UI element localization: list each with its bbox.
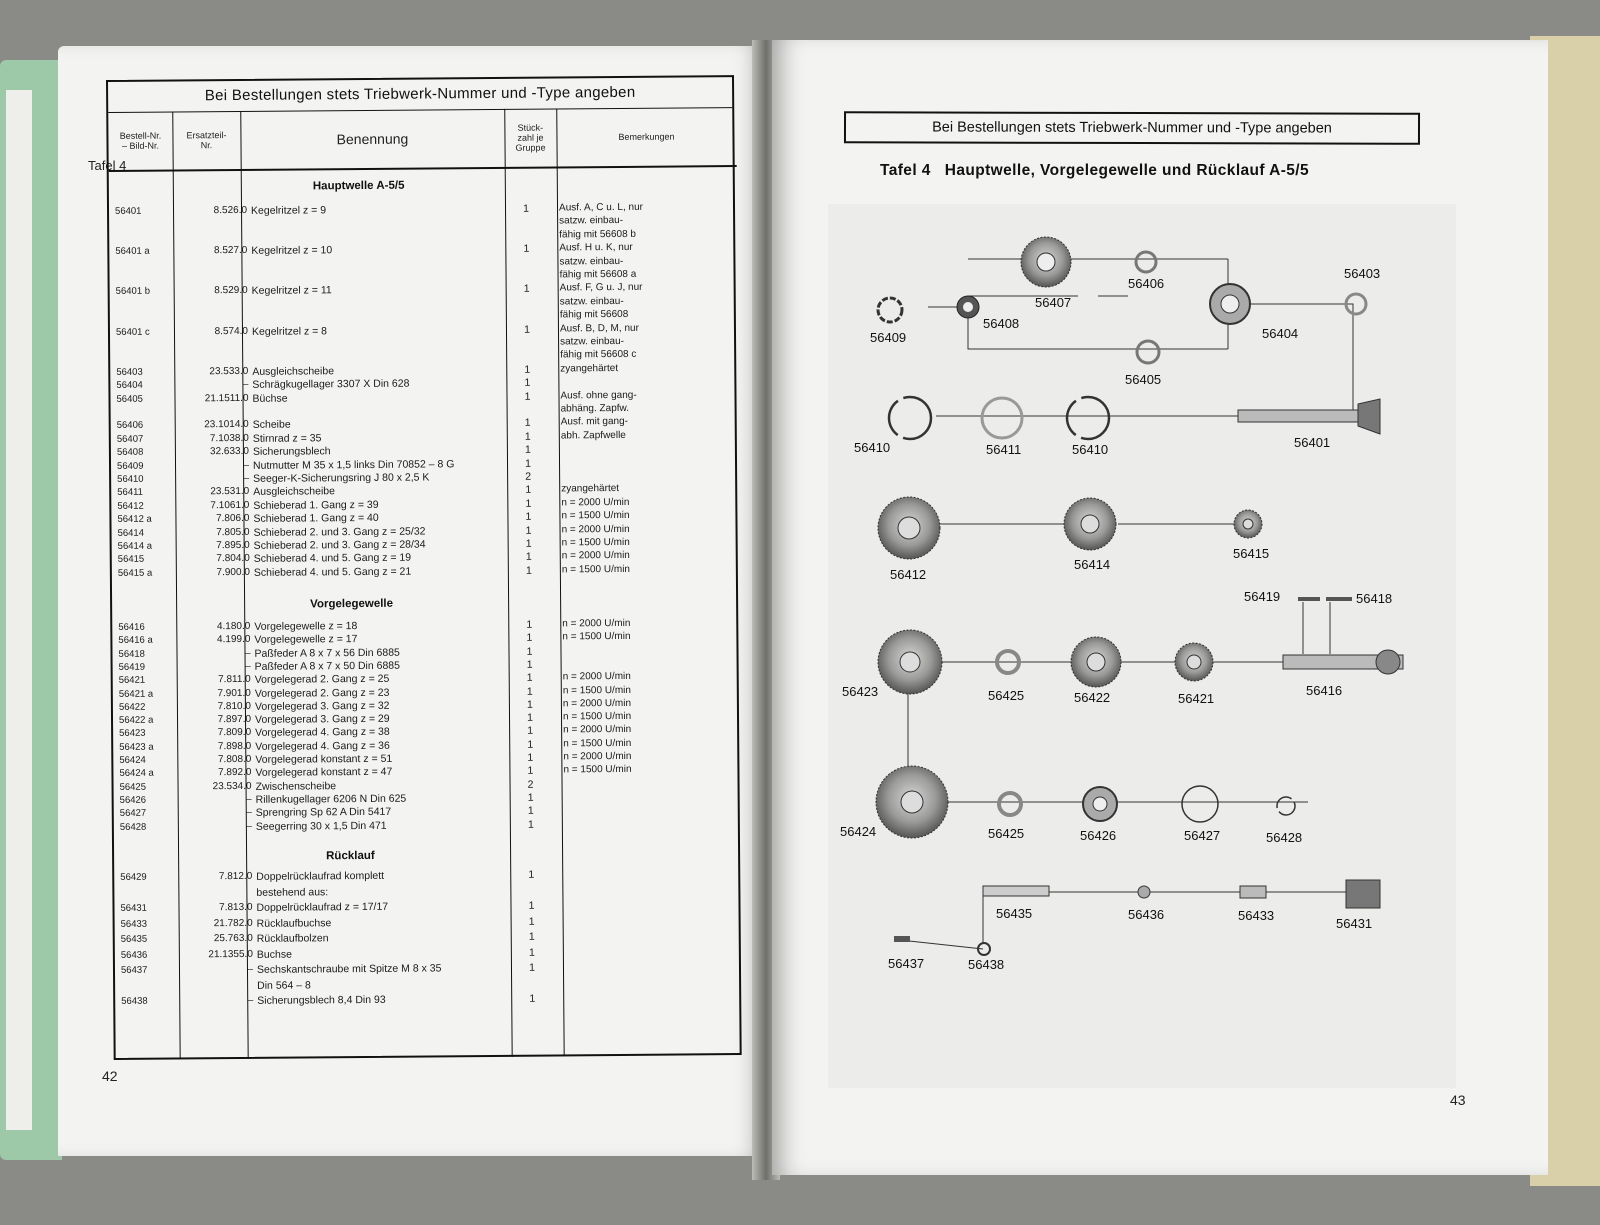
cell-benennung: Schrägkugellager 3307 X Din 628 — [252, 377, 410, 392]
cell-benennung: Rillenkugellager 6206 N Din 625 — [255, 792, 407, 806]
cell-ersatzteil-nr — [178, 352, 248, 353]
cell-benennung: Doppelrücklaufrad z = 17/17 — [256, 900, 389, 914]
cell-benennung: bestehend aus: — [256, 885, 329, 899]
cell-ersatzteil-nr — [178, 339, 248, 340]
cell-bemerkung: n = 1500 U/min — [563, 764, 632, 776]
cell-benennung: Kegelritzel z = 11 — [251, 284, 332, 298]
cell-bestell-nr: 56407 — [116, 433, 144, 445]
cell-bemerkung: n = 2000 U/min — [561, 523, 630, 536]
table-title: Bei Bestellungen stets Triebwerk-Nummer und -Type angeben — [108, 77, 732, 113]
cell-ersatzteil-nr: 7.900.0 — [216, 566, 250, 578]
cell-bestell-nr: 56424 — [119, 754, 146, 766]
cell-bemerkung: n = 2000 U/min — [563, 750, 632, 763]
cell-bestell-nr: 56418 — [118, 648, 145, 660]
cell-ersatzteil-nr: – — [245, 660, 251, 672]
cell-bestell-nr: 56401 a — [115, 245, 150, 258]
label-56403: 56403 — [1344, 266, 1381, 281]
cell-benennung: Sechskantschraube mit Spitze M 8 x 35 — [256, 962, 442, 976]
cell-bemerkung: zyangehärtet — [560, 362, 619, 375]
cell-bestell-nr: 56431 — [120, 902, 147, 914]
cell-ersatzteil-nr: 7.897.0 — [217, 713, 252, 726]
label-56419: 56419 — [1244, 589, 1281, 604]
cell-bemerkung: n = 1500 U/min — [562, 684, 631, 696]
cell-ersatzteil-nr: 7.805.0 — [216, 526, 250, 538]
cell-ersatzteil-nr: 21.1355.0 — [208, 948, 253, 960]
cell-bemerkung: n = 1500 U/min — [561, 510, 630, 522]
cell-ersatzteil-nr: – — [246, 793, 252, 805]
cell-bemerkung: n = 2000 U/min — [561, 496, 630, 509]
cell-benennung: Vorgelegerad 4. Gang z = 38 — [255, 726, 390, 740]
cell-benennung: Sicherungsblech 8,4 Din 93 — [257, 993, 386, 1007]
label-56425-b: 56425 — [988, 826, 1025, 841]
cell-bestell-nr: 56401 b — [115, 286, 151, 298]
cell-stueckzahl: 1 — [524, 430, 531, 443]
cell-ersatzteil-nr — [179, 406, 249, 407]
cell-stueckzahl: 1 — [526, 631, 533, 645]
table-row — [115, 976, 743, 993]
cell-ersatzteil-nr: 8.527.0 — [213, 245, 248, 257]
label-56408: 56408 — [983, 316, 1020, 331]
table-row — [115, 960, 743, 977]
label-56414: 56414 — [1074, 557, 1111, 572]
label-56421: 56421 — [1178, 691, 1215, 706]
label-56410-b: 56410 — [1072, 442, 1109, 457]
cell-stueckzahl: 1 — [526, 685, 533, 698]
label-56401: 56401 — [1294, 435, 1331, 450]
left-page — [58, 46, 763, 1156]
table-row — [115, 945, 743, 962]
cell-bestell-nr: 56401 c — [115, 326, 150, 338]
cell-stueckzahl: 1 — [528, 899, 535, 912]
cell-stueckzahl: 1 — [526, 645, 533, 658]
cell-bestell-nr: 56423 — [119, 728, 146, 740]
cell-bestell-nr: 56416 — [118, 621, 145, 633]
label-56426: 56426 — [1080, 828, 1117, 843]
cell-stueckzahl: 1 — [524, 376, 531, 389]
cell-benennung: Vorgelegewelle z = 17 — [254, 633, 358, 647]
cell-stueckzahl: 1 — [524, 443, 531, 456]
cell-bestell-nr: 56415 a — [117, 567, 153, 579]
cell-stueckzahl: 1 — [523, 242, 530, 255]
cell-bemerkung: satzw. einbau- — [559, 295, 624, 308]
cell-bemerkung: n = 1500 U/min — [562, 631, 631, 643]
cell-ersatzteil-nr: 23.531.0 — [210, 486, 250, 498]
cell-benennung: Sicherungsblech — [252, 445, 331, 459]
cell-bestell-nr: 56435 — [120, 933, 148, 945]
cell-benennung: Stirnrad z = 35 — [252, 432, 322, 445]
cell-benennung: Schieberad 4. und 5. Gang z = 21 — [253, 565, 412, 579]
cell-benennung: Din 564 – 8 — [257, 978, 311, 992]
label-56416: 56416 — [1306, 683, 1343, 698]
cell-bestell-nr: 56414 — [117, 527, 145, 539]
cell-bestell-nr: 56421 a — [118, 688, 154, 700]
label-56412: 56412 — [890, 567, 927, 582]
cell-stueckzahl: 1 — [527, 791, 534, 804]
cell-stueckzahl: 1 — [525, 564, 532, 577]
cell-ersatzteil-nr: – — [242, 379, 249, 391]
label-56410-a: 56410 — [854, 440, 891, 455]
label-56409: 56409 — [870, 330, 907, 345]
label-56418: 56418 — [1356, 591, 1393, 606]
book-cover-left-edge — [6, 90, 32, 1130]
cell-benennung: Vorgelegewelle z = 18 — [254, 620, 358, 633]
cell-ersatzteil-nr: 7.804.0 — [216, 553, 250, 565]
table-row — [114, 867, 742, 884]
cell-bestell-nr: 56405 — [116, 393, 143, 405]
side-label: Tafel 4 — [88, 158, 127, 173]
cell-ersatzteil-nr: 7.813.0 — [219, 901, 253, 914]
component-shapes — [876, 237, 1403, 955]
cell-benennung: Scheibe — [252, 418, 291, 432]
cell-benennung: Vorgelegerad 2. Gang z = 23 — [254, 686, 390, 700]
plate-title-tafel: Tafel 4 — [880, 162, 931, 179]
table-row — [115, 914, 743, 931]
cell-ersatzteil-nr: – — [244, 647, 251, 659]
label-56428: 56428 — [1266, 830, 1303, 845]
cell-stueckzahl: 1 — [528, 915, 535, 928]
cell-benennung: Schieberad 2. und 3. Gang z = 25/32 — [253, 525, 426, 539]
cell-ersatzteil-nr: 23.534.0 — [212, 780, 252, 792]
cell-stueckzahl: 1 — [526, 671, 533, 684]
cell-ersatzteil-nr: 32.633.0 — [209, 446, 249, 458]
cell-stueckzahl: 1 — [525, 551, 532, 564]
cell-ersatzteil-nr: 4.199.0 — [216, 634, 251, 646]
cell-stueckzahl: 1 — [529, 992, 536, 1005]
cell-ersatzteil-nr: 7.812.0 — [218, 870, 253, 883]
cell-benennung: Paßfeder A 8 x 7 x 50 Din 6885 — [254, 659, 401, 673]
cell-benennung: Schieberad 1. Gang z = 40 — [253, 512, 379, 526]
cell-ersatzteil-nr: 23.533.0 — [209, 365, 249, 377]
cell-benennung: Seeger-K-Sicherungsring J 80 x 2,5 K — [253, 471, 430, 485]
cell-benennung: Schieberad 1. Gang z = 39 — [253, 498, 379, 512]
label-56436: 56436 — [1128, 907, 1165, 922]
right-page — [772, 40, 1548, 1175]
cell-stueckzahl: 1 — [527, 738, 534, 751]
table-row — [115, 991, 743, 1008]
cell-ersatzteil-nr: 7.810.0 — [217, 700, 251, 712]
label-56415: 56415 — [1233, 546, 1270, 561]
cell-bestell-nr: 56425 — [119, 781, 147, 793]
cell-stueckzahl: 1 — [524, 417, 531, 430]
cell-ersatzteil-nr: – — [247, 963, 254, 975]
cell-benennung: Ausgleichscheibe — [253, 485, 336, 499]
parts-table — [106, 75, 742, 1060]
parts-table-wrapper — [106, 75, 742, 1080]
cell-bestell-nr: 56412 a — [117, 513, 152, 526]
exploded-view-plate — [828, 204, 1456, 1088]
cell-ersatzteil-nr: 7.808.0 — [217, 753, 252, 766]
label-56405: 56405 — [1125, 372, 1162, 387]
cell-stueckzahl: 1 — [528, 930, 535, 943]
cell-benennung: Vorgelegerad 3. Gang z = 32 — [254, 699, 390, 713]
cell-bemerkung: fähig mit 56608 b — [559, 228, 636, 241]
cell-benennung: Seegerring 30 x 1,5 Din 471 — [255, 819, 387, 833]
cell-stueckzahl: 1 — [525, 497, 532, 510]
cell-bemerkung: n = 2000 U/min — [562, 697, 632, 710]
label-56435: 56435 — [996, 906, 1033, 921]
cell-stueckzahl: 2 — [525, 470, 532, 483]
label-56423: 56423 — [842, 684, 879, 699]
cell-bestell-nr: 56415 — [117, 554, 145, 566]
label-56431: 56431 — [1336, 916, 1373, 931]
cell-stueckzahl: 1 — [524, 363, 531, 376]
cell-ersatzteil-nr: 7.1061.0 — [210, 499, 250, 511]
cell-stueckzahl: 1 — [525, 524, 532, 537]
cell-stueckzahl: 1 — [527, 711, 533, 724]
cell-benennung: Nutmutter M 35 x 1,5 links Din 70852 – 8 G — [252, 457, 455, 472]
label-56424: 56424 — [840, 824, 877, 839]
cell-bemerkung: Ausf. B, D, M, nur — [559, 322, 639, 335]
cell-bestell-nr: 56433 — [120, 918, 148, 930]
cell-bemerkung: n = 1500 U/min — [563, 737, 632, 750]
cell-stueckzahl: 1 — [526, 698, 533, 711]
cell-bestell-nr: 56424 a — [119, 767, 154, 780]
cell-bestell-nr: 56436 — [120, 949, 148, 961]
cell-ersatzteil-nr: 21.1511.0 — [204, 392, 249, 404]
header-ersatzteil: Ersatzteil- Nr. — [186, 130, 227, 151]
cell-bemerkung: Ausf. mit gang- — [560, 416, 629, 428]
plate-title — [880, 162, 1309, 180]
plate-title-text: Hauptwelle, Vorgelegewelle und Rücklauf A-5/5 — [944, 162, 1310, 179]
cell-bestell-nr: 56408 — [116, 446, 144, 459]
cell-ersatzteil-nr: 7.901.0 — [217, 687, 251, 699]
label-56437: 56437 — [888, 956, 925, 971]
cell-bestell-nr: 56411 — [117, 487, 144, 499]
cell-bestell-nr: 56416 a — [118, 634, 153, 647]
cell-benennung: Rücklaufbuchse — [256, 916, 332, 930]
header-stueck: Stück- zahl je Gruppe — [515, 122, 546, 153]
cell-bestell-nr: 56423 a — [119, 741, 154, 753]
exploded-view-drawing — [828, 204, 1456, 1088]
cell-bestell-nr: 56409 — [116, 460, 144, 472]
cell-benennung: Vorgelegerad konstant z = 47 — [255, 766, 393, 780]
cell-ersatzteil-nr: 23.1014.0 — [204, 419, 249, 431]
cell-bemerkung: satzw. einbau- — [560, 335, 625, 348]
cell-ersatzteil-nr: 7.1038.0 — [209, 432, 249, 444]
cell-bemerkung: n = 2000 U/min — [561, 550, 630, 562]
cell-bemerkung: fähig mit 56608 — [559, 309, 629, 321]
cell-stueckzahl: 1 — [524, 390, 531, 403]
label-56411: 56411 — [986, 442, 1022, 457]
cell-benennung: Vorgelegerad 2. Gang z = 25 — [254, 672, 390, 687]
cell-bemerkung: abh. Zapfwelle — [560, 429, 626, 442]
part-labels — [840, 266, 1392, 972]
cell-benennung: Schieberad 4. und 5. Gang z = 19 — [253, 552, 412, 566]
cell-benennung: Doppelrücklaufrad komplett — [256, 869, 385, 883]
cell-stueckzahl: 1 — [523, 202, 529, 215]
cell-ersatzteil-nr: 7.898.0 — [217, 740, 252, 752]
cell-benennung: Rücklaufbolzen — [256, 932, 329, 945]
cell-stueckzahl: 1 — [525, 537, 532, 550]
cell-ersatzteil-nr — [183, 979, 253, 980]
table-row — [114, 883, 742, 900]
section-hauptwelle: Hauptwelle A-5/5 — [312, 179, 405, 193]
cell-bestell-nr: 56419 — [118, 661, 146, 673]
cell-ersatzteil-nr: – — [246, 820, 252, 832]
cell-benennung: Schieberad 2. und 3. Gang z = 28/34 — [253, 538, 426, 552]
cell-stueckzahl: 1 — [528, 946, 535, 959]
cell-ersatzteil-nr: 7.806.0 — [216, 513, 250, 525]
order-banner: Bei Bestellungen stets Triebwerk-Nummer und -Type angeben — [844, 111, 1420, 145]
cell-benennung: Zwischenscheibe — [255, 779, 337, 793]
cell-ersatzteil-nr — [178, 299, 248, 300]
cell-stueckzahl: 1 — [525, 484, 532, 497]
cell-benennung: Vorgelegerad 4. Gang z = 36 — [255, 739, 390, 753]
cell-stueckzahl: 1 — [525, 510, 532, 523]
leader-lines — [900, 259, 1368, 949]
cell-bemerkung: Ausf. H u. K, nur — [559, 242, 633, 254]
cell-benennung: Vorgelegerad 3. Gang z = 29 — [254, 712, 390, 726]
cell-ersatzteil-nr — [182, 886, 252, 887]
label-56404: 56404 — [1262, 326, 1299, 341]
cell-stueckzahl: 1 — [527, 818, 534, 831]
label-56422: 56422 — [1074, 690, 1111, 705]
cell-benennung: Vorgelegerad konstant z = 51 — [255, 752, 393, 766]
table-row — [114, 898, 742, 915]
cell-bestell-nr: 56422 — [118, 701, 146, 713]
page-number-right: 43 — [1450, 1092, 1466, 1108]
cell-bestell-nr: 56403 — [116, 366, 143, 378]
cell-ersatzteil-nr: – — [243, 459, 250, 471]
cell-bestell-nr: 56410 — [117, 473, 144, 485]
cell-stueckzahl: 1 — [527, 751, 534, 764]
cell-bestell-nr: 56429 — [120, 871, 147, 883]
cell-bemerkung: n = 2000 U/min — [563, 724, 632, 736]
cell-bestell-nr: 56404 — [116, 379, 143, 392]
cell-bemerkung: satzw. einbau- — [559, 255, 624, 268]
cell-bemerkung: n = 2000 U/min — [562, 671, 631, 683]
cell-bestell-nr: 56406 — [116, 420, 144, 432]
cell-stueckzahl: 1 — [526, 618, 533, 631]
cell-bestell-nr: 56426 — [119, 794, 147, 806]
cell-stueckzahl: 1 — [526, 658, 533, 671]
cell-ersatzteil-nr: 4.180.0 — [216, 620, 251, 633]
label-56425-a: 56425 — [988, 688, 1025, 703]
label-56438: 56438 — [968, 957, 1005, 972]
header-bestell: Bestell-Nr. – Bild-Nr. — [119, 130, 162, 151]
cell-ersatzteil-nr: 8.526.0 — [213, 204, 248, 217]
cell-benennung: Sprengring Sp 62 A Din 5417 — [255, 805, 392, 820]
cell-bestell-nr: 56412 — [117, 500, 144, 512]
cell-stueckzahl: 1 — [525, 457, 531, 470]
cell-ersatzteil-nr: 7.895.0 — [216, 539, 250, 552]
cell-bestell-nr: 56401 — [114, 205, 142, 217]
cell-bemerkung: fähig mit 56608 a — [559, 268, 637, 281]
label-56427: 56427 — [1184, 828, 1221, 843]
cell-ersatzteil-nr: – — [246, 807, 252, 819]
cell-ersatzteil-nr: 8.529.0 — [214, 285, 248, 297]
cell-benennung: Büchse — [252, 392, 288, 405]
cell-bemerkung: n = 1500 U/min — [561, 563, 631, 576]
cell-bestell-nr: 56414 a — [117, 540, 153, 552]
cell-ersatzteil-nr: 7.892.0 — [218, 767, 252, 779]
cell-bemerkung: zyangehärtet — [561, 483, 620, 495]
cell-bemerkung: Ausf. F, G u. J, nur — [559, 282, 643, 294]
cell-benennung: Ausgleichscheibe — [252, 365, 335, 378]
cell-bestell-nr: 56427 — [119, 807, 147, 820]
header-benennung: Benennung — [336, 130, 409, 148]
cell-ersatzteil-nr — [177, 218, 247, 219]
cell-benennung: Buchse — [256, 948, 292, 961]
cell-bestell-nr: 56437 — [120, 964, 148, 976]
cell-bemerkung: n = 1500 U/min — [561, 536, 630, 549]
cell-bemerkung: n = 1500 U/min — [562, 710, 632, 723]
cell-ersatzteil-nr — [178, 312, 248, 313]
cell-ersatzteil-nr: 25.763.0 — [213, 932, 253, 945]
cell-bestell-nr: 56422 a — [118, 714, 154, 727]
page-number-left: 42 — [102, 1068, 118, 1084]
cell-benennung: Paßfeder A 8 x 7 x 56 Din 6885 — [254, 646, 400, 660]
header-bemerkungen: Bemerkungen — [618, 131, 675, 142]
cell-ersatzteil-nr: 7.809.0 — [217, 727, 252, 739]
cell-bemerkung: n = 2000 U/min — [562, 617, 631, 630]
section-ruecklauf: Rücklauf — [326, 849, 375, 863]
cell-bemerkung: satzw. einbau- — [559, 215, 624, 227]
cell-stueckzahl: 1 — [529, 961, 535, 974]
cell-bemerkung: fähig mit 56608 c — [560, 349, 637, 361]
cell-bemerkung: abhäng. Zapfw. — [560, 402, 630, 415]
cell-bestell-nr: 56438 — [121, 995, 148, 1007]
cell-ersatzteil-nr — [178, 272, 248, 273]
cell-stueckzahl: 1 — [528, 868, 535, 881]
cell-benennung: Kegelritzel z = 8 — [251, 324, 328, 338]
cell-stueckzahl: 1 — [527, 725, 534, 738]
label-56406: 56406 — [1128, 276, 1165, 291]
cell-bemerkung: Ausf. ohne gang- — [560, 389, 637, 402]
cell-benennung: Kegelritzel z = 10 — [251, 244, 333, 258]
cell-stueckzahl: 1 — [524, 323, 530, 336]
cell-ersatzteil-nr: 21.782.0 — [213, 917, 253, 929]
cell-bestell-nr: 56428 — [119, 821, 147, 833]
cell-benennung: Kegelritzel z = 9 — [250, 204, 327, 217]
label-56407: 56407 — [1035, 295, 1072, 310]
cell-ersatzteil-nr — [177, 258, 247, 259]
cell-ersatzteil-nr: – — [247, 994, 254, 1006]
cell-bemerkung: Ausf. A, C u. L, nur — [558, 201, 643, 214]
cell-stueckzahl: 1 — [527, 804, 534, 817]
cell-ersatzteil-nr: 8.574.0 — [214, 325, 249, 337]
cell-stueckzahl: 1 — [523, 283, 530, 296]
cell-ersatzteil-nr: – — [243, 472, 250, 484]
cell-ersatzteil-nr: 7.811.0 — [218, 674, 251, 686]
table-row — [115, 929, 743, 946]
cell-stueckzahl: 1 — [527, 764, 534, 778]
label-56433: 56433 — [1238, 908, 1275, 923]
section-vorgelegewelle: Vorgelegewelle — [310, 597, 394, 611]
cell-stueckzahl: 2 — [527, 778, 534, 791]
cell-ersatzteil-nr — [177, 232, 247, 233]
cell-bestell-nr: 56421 — [118, 674, 146, 687]
